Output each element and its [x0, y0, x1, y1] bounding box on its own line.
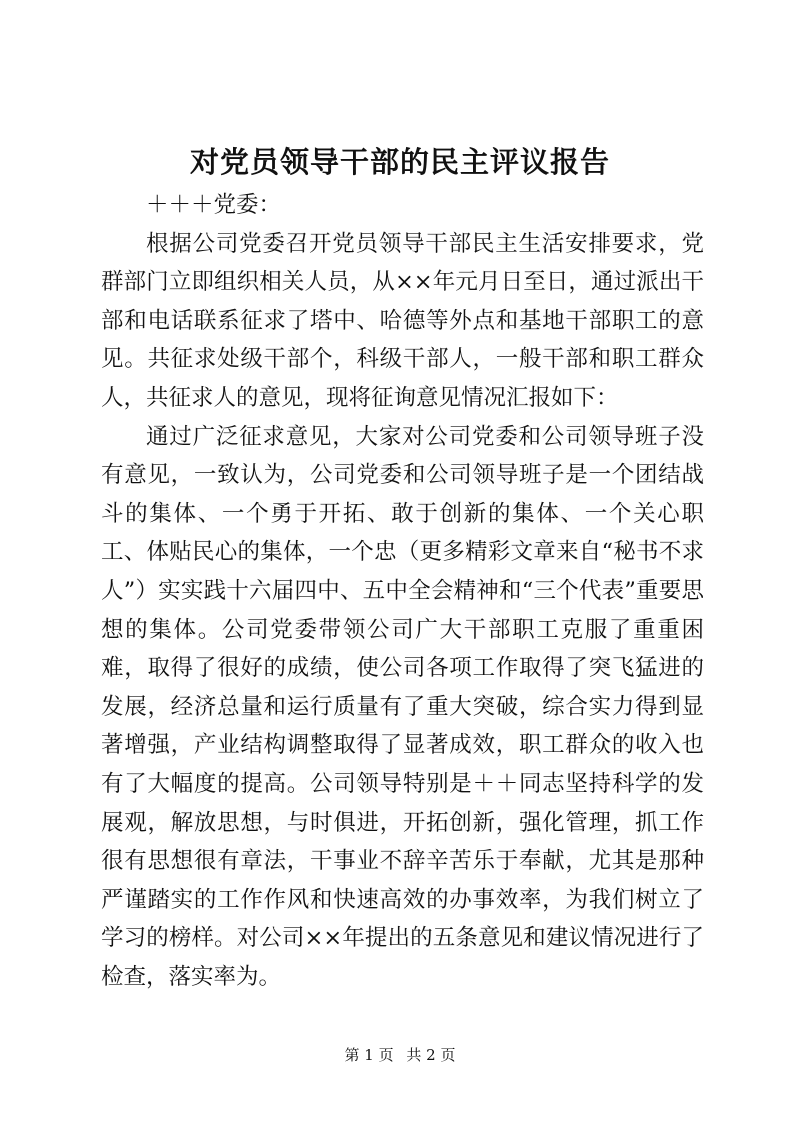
paragraph-2: 通过广泛征求意见，大家对公司党委和公司领导班子没有意见，一致认为，公司党委和公司领导班子是一个团结战斗的集体、一个勇于开拓、敢于创新的集体、一个关心职工、体贴民心的集体，一个忠（更多精彩文章来自“秘书不求人”）实实践十六届四中、五中全会精神和“三个代表”重要思想的集体。公司党委带领公司广大干部职工克服了重重困难，取得了很好的成绩，使公司各项工作取得了突飞猛进的发展，经济总量和运行质量有了重大突破，综合实力得到显著增强，产业结构调整取得了显著成效，职工群众的收入也有了大幅度的提高。公司领导特别是＋＋同志坚持科学的发展观，解放思想，与时俱进，开拓创新，强化管理，抓工作很有思想很有章法，干事业不辞辛苦乐于奉献，尤其是那种严谨踏实的工作作风和快速高效的办事效率，为我们树立了学习的榜样。对公司××年提出的五条意见和建议情况进行了检查，落实率为。 — [101, 423, 704, 990]
document-body — [101, 186, 704, 996]
document-title: 对党员领导干部的民主评议报告 — [189, 145, 610, 179]
salutation: ＋＋＋党委： — [146, 192, 282, 218]
paragraph-1: 根据公司党委召开党员领导干部民主生活安排要求，党群部门立即组织相关人员，从××年元月日至日，通过派出干部和电话联系征求了塔中、哈德等外点和基地干部职工的意见。共征求处级干部个，科级干部人，一般干部和职工群众人，共征求人的意见，现将征询意见情况汇报如下： — [101, 230, 704, 411]
page-total: 共 2 页 — [406, 1046, 456, 1064]
page-number: 第 1 页 — [344, 1046, 394, 1064]
page-footer — [0, 1044, 800, 1066]
